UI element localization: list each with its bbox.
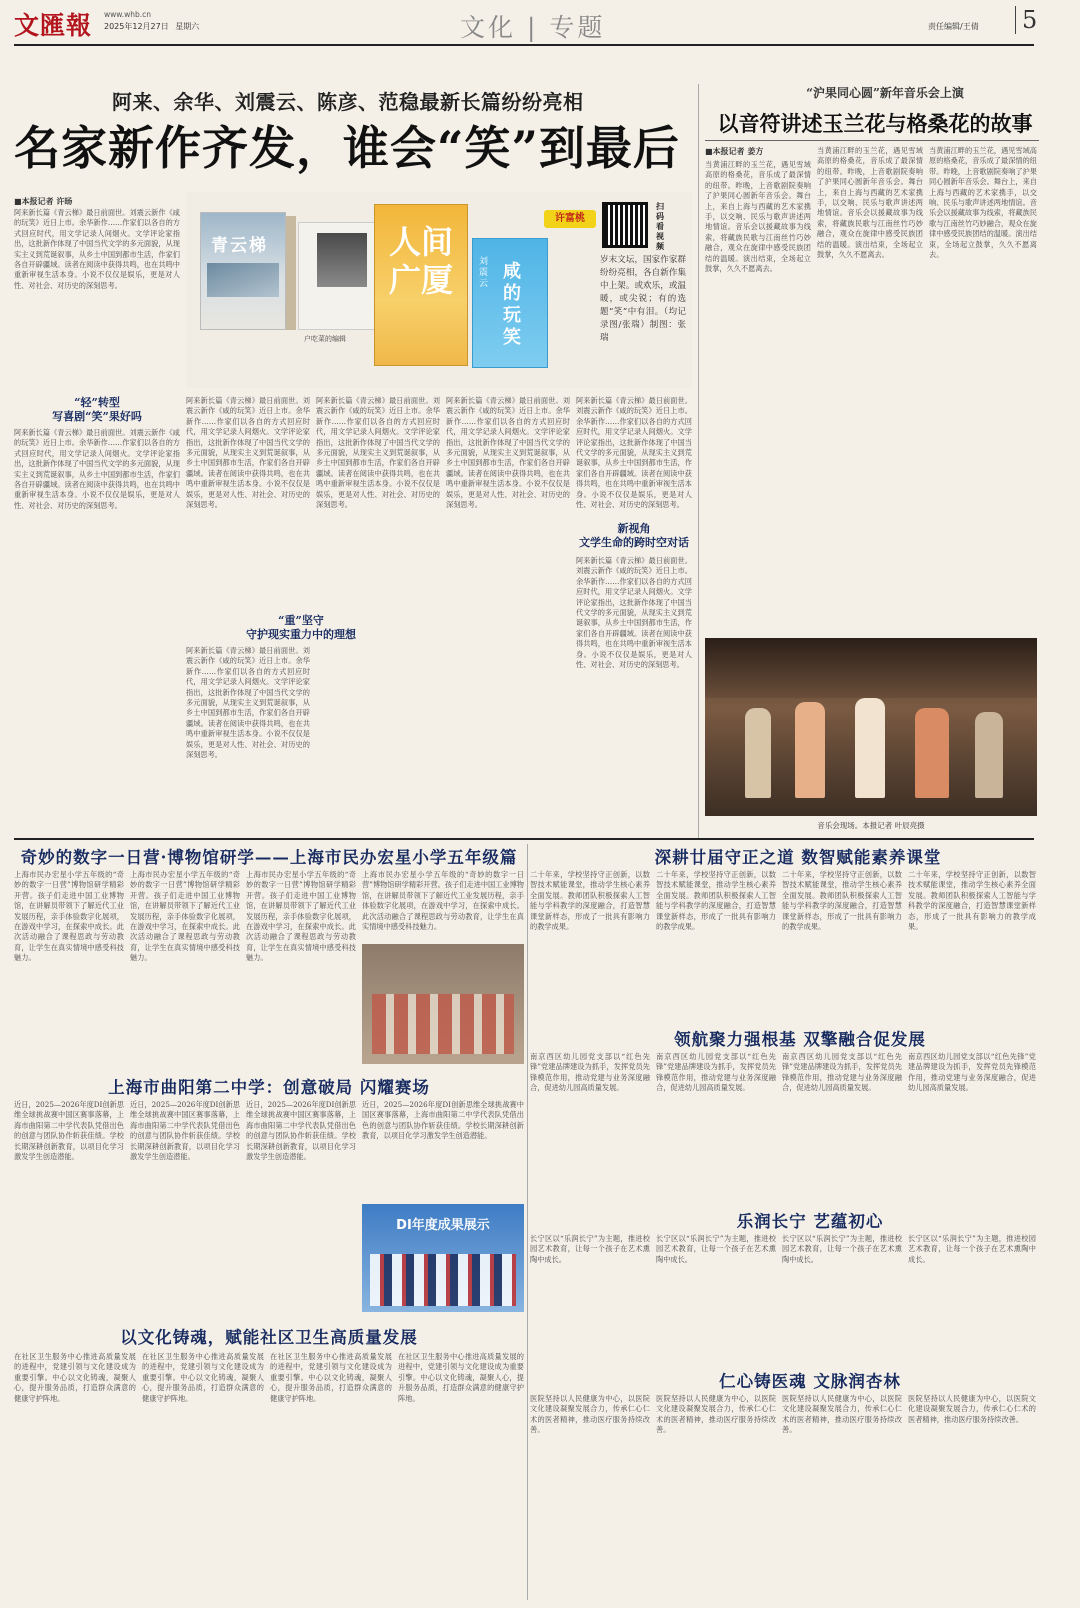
lower-section-rule [14, 838, 1034, 840]
mountain-illustration [207, 263, 279, 297]
story-4-title: 上海市曲阳第二中学：创意破局 闪耀赛场 [108, 1078, 430, 1097]
story-7-title: 仁心铸医魂 文脉润杏林 [719, 1372, 901, 1391]
story-1-title: 奇妙的数字一日营·博物馆研学——上海市民办宏星小学五年级篇 [20, 848, 518, 867]
masthead-date [104, 21, 199, 32]
story-1-col-3: 上海市民办宏星小学五年级的“奇妙的数字一日营”博物馆研学精彩开营。孩子们走进中国工业博物馆，在讲解员带领下了解近代工业发展历程，亲手体验数字化展项，在游戏中学习，在探索中成长。此次活动融合了课程思政与劳动教育，让学生在真实情境中感受科技魅力。 [246, 870, 356, 963]
story-3-col-2: 南京西区幼儿园党支部以“红色先锋”党建品牌建设为抓手，发挥党员先锋模范作用，推动党建与业务深度融合，促进幼儿园高质量发展。 [656, 1052, 776, 1093]
page-editor: 责任编辑/王倩 [928, 22, 979, 31]
story-3-col-3: 南京西区幼儿园党支部以“红色先锋”党建品牌建设为抓手，发挥党员先锋模范作用，推动党建与业务深度融合，促进幼儿园高质量发展。 [782, 1052, 902, 1093]
book-spine [286, 216, 296, 330]
story-4-col-1: 近日，2025—2026年度DI创新思维全球挑战赛中国区赛事落幕，上海市曲阳第二中学代表队凭借出色的创意与团队协作斩获佳绩。学校长期深耕创新教育，以项目化学习激发学生创造潜能。 [14, 1100, 124, 1162]
performer-3 [855, 698, 885, 798]
lead-col-7: 阿来新长篇《青云梯》最日前面世。刘震云新作《咸的玩笑》近日上市。余华新作……作家们以各自的方式回应时代，用文学记录人间烟火。文学评论家指出，这批新作体现了中国当代文学的多元面貌，从现实主义到荒诞叙事，从乡土中国到都市生活，作家们各自开辟疆域。读者在阅读中获得共鸣，也在共鸣中重新审视生活本身。小说不仅仅是娱乐，更是对人性、对社会、对历史的深刻思考。 [576, 556, 692, 670]
book-cover-qingyunti [200, 212, 286, 330]
lead-kicker: 阿来、余华、刘震云、陈彦、范稳最新长篇纷纷亮相 [112, 90, 584, 114]
story-4-col-2: 近日，2025—2026年度DI创新思维全球挑战赛中国区赛事落幕，上海市曲阳第二中学代表队凭借出色的创意与团队协作斩获佳绩。学校长期深耕创新教育，以项目化学习激发学生创造潜能。 [130, 1100, 240, 1162]
concert-headline: 以音符讲述玉兰花与格桑花的故事 [717, 111, 1033, 136]
stage-lights [705, 638, 1037, 698]
newspaper-logo: 文匯報 [14, 11, 93, 40]
story-7-col-3: 医院坚持以人民健康为中心，以医院文化建设凝聚发展合力，传承仁心仁术的医者精神，推动医疗服务持续改善。 [782, 1394, 902, 1435]
book-author-liuzhenyun: 刘震云 [479, 257, 489, 289]
book-cover-renjian [374, 204, 468, 366]
performer-1 [745, 708, 771, 798]
story-2-col-1: 二十年来，学校坚持守正创新，以数智技术赋能课堂，推动学生核心素养全面发展。教师团队积极探索人工智能与学科教学的深度融合，打造智慧课堂新样态，形成了一批具有影响力的教学成果。 [530, 870, 650, 932]
lead-subhead-3: 新视角 文学生命的跨时空对话 [579, 522, 689, 549]
story-5-col-1: 长宁区以“乐润长宁”为主题，推进校园艺术教育，让每一个孩子在艺术熏陶中成长。 [530, 1234, 650, 1264]
masthead-rule [14, 44, 1034, 46]
masthead-url: www.whb.cn [104, 10, 152, 19]
story-6-col-4: 在社区卫生服务中心推进高质量发展的进程中，党建引领与文化建设成为重要引擎。中心以文化铸魂，凝聚人心，提升服务品质，打造群众满意的健康守护阵地。 [398, 1352, 524, 1403]
story-2-title: 深耕廿届守正之道 数智赋能素养课堂 [654, 848, 942, 867]
lead-col-1: 阿来新长篇《青云梯》最日前面世。刘震云新作《咸的玩笑》近日上市。余华新作……作家们以各自的方式回应时代，用文学记录人间烟火。文学评论家指出，这批新作体现了中国当代文学的多元面貌，从现实主义到荒诞叙事，从乡土中国到都市生活，作家们各自开辟疆域。读者在阅读中获得共鸣，也在共鸣中重新审视生活本身。小说不仅仅是娱乐，更是对人性、对社会、对历史的深刻思考。 [14, 428, 180, 510]
story-4-col-4: 近日，2025—2026年度DI创新思维全球挑战赛中国区赛事落幕，上海市曲阳第二中学代表队凭借出色的创意与团队协作斩获佳绩。学校长期深耕创新教育，以项目化学习激发学生创造潜能。 [362, 1100, 524, 1141]
book-title-renjian: 人间广厦 [389, 223, 454, 299]
lead-col-5: 阿来新长篇《青云梯》最日前面世。刘震云新作《咸的玩笑》近日上市。余华新作……作家们以各自的方式回应时代，用文学记录人间烟火。文学评论家指出，这批新作体现了中国当代文学的多元面貌，从现实主义到荒诞叙事，从乡土中国到都市生活，作家们各自开辟疆域。读者在阅读中获得共鸣，也在共鸣中重新审视生活本身。小说不仅仅是娱乐，更是对人性、对社会、对历史的深刻思考。 [446, 396, 570, 510]
lead-col-2: 阿来新长篇《青云梯》最日前面世。刘震云新作《咸的玩笑》近日上市。余华新作……作家们以各自的方式回应时代，用文学记录人间烟火。文学评论家指出，这批新作体现了中国当代文学的多元面貌，从现实主义到荒诞叙事，从乡土中国到都市生活，作家们各自开辟疆域。读者在阅读中获得共鸣，也在共鸣中重新审视生活本身。小说不仅仅是娱乐，更是对人性、对社会、对历史的深刻思考。 [186, 396, 310, 510]
book-author-qingyunti: 户吃菜的编辑 [304, 335, 346, 343]
story-5-col-3: 长宁区以“乐润长宁”为主题，推进校园艺术教育，让每一个孩子在艺术熏陶中成长。 [782, 1234, 902, 1264]
qr-caption: 扫码看视频 [656, 202, 664, 251]
story-3-title: 领航聚力强根基 双擎融合促发展 [674, 1030, 926, 1049]
concert-byline: ■本报记者 姜方 [705, 147, 764, 156]
lead-subhead-2: “重”坚守 守护现实重力中的理想 [246, 614, 356, 641]
story-4-photo [362, 1204, 524, 1312]
lead-col-3: 阿来新长篇《青云梯》最日前面世。刘震云新作《咸的玩笑》近日上市。余华新作……作家们以各自的方式回应时代，用文学记录人间烟火。文学评论家指出，这批新作体现了中国当代文学的多元面貌，从现实主义到荒诞叙事，从乡土中国到都市生活，作家们各自开辟疆域。读者在阅读中获得共鸣，也在共鸣中重新审视生活本身。小说不仅仅是娱乐，更是对人性、对社会、对历史的深刻思考。 [186, 646, 310, 760]
qr-code-icon[interactable] [602, 202, 648, 248]
story-7-col-4: 医院坚持以人民健康为中心，以医院文化建设凝聚发展合力，传承仁心仁术的医者精神，推动医疗服务持续改善。 [908, 1394, 1036, 1424]
concert-kicker: “沪果同心圆”新年音乐会上演 [806, 86, 964, 100]
story-6-col-1: 在社区卫生服务中心推进高质量发展的进程中，党建引领与文化建设成为重要引擎。中心以文化铸魂，凝聚人心，提升服务品质，打造群众满意的健康守护阵地。 [14, 1352, 136, 1403]
book-back-photo [317, 233, 367, 287]
story-3-col-1: 南京西区幼儿园党支部以“红色先锋”党建品牌建设为抓手，发挥党员先锋模范作用，推动党建与业务深度融合，促进幼儿园高质量发展。 [530, 1052, 650, 1093]
performer-2 [795, 702, 825, 798]
book-cover-xiandewanxiao [472, 238, 548, 368]
lead-intro: 阿来新长篇《青云梯》最日前面世。刘震云新作《咸的玩笑》近日上市。余华新作……作家们以各自的方式回应时代，用文学记录人间烟火。文学评论家指出，这批新作体现了中国当代文学的多元面貌，从现实主义到荒诞叙事，从乡土中国到都市生活，作家们各自开辟疆域。读者在阅读中获得共鸣，也在共鸣中重新审视生活本身。小说不仅仅是娱乐，更是对人性、对社会、对历史的深刻思考。 [14, 208, 180, 290]
sticker-label: 许富桃 [544, 210, 596, 228]
book-title-qingyunti: 青云梯 [211, 236, 268, 256]
lead-col-4: 阿来新长篇《青云梯》最日前面世。刘震云新作《咸的玩笑》近日上市。余华新作……作家们以各自的方式回应时代，用文学记录人间烟火。文学评论家指出，这批新作体现了中国当代文学的多元面貌，从现实主义到荒诞叙事，从乡土中国到都市生活，作家们各自开辟疆域。读者在阅读中获得共鸣，也在共鸣中重新审视生活本身。小说不仅仅是娱乐，更是对人性、对社会、对历史的深刻思考。 [316, 396, 440, 510]
masthead [0, 0, 1080, 52]
page-number: 5 [1015, 6, 1037, 34]
concert-col-1: 当黄浦江畔的玉兰花，遇见雪域高原的格桑花，音乐成了最深情的纽带。昨晚，上音歌剧院奏响了沪果同心圆新年音乐会。舞台上，来自上海与西藏的艺术家携手，以交响、民乐与歌声讲述两地情谊。音乐会以援藏故事为线索，将藏族民歌与江南丝竹巧妙融合，观众在旋律中感受民族团结的温暖。演出结束，全场起立鼓掌，久久不愿离去。 [705, 160, 811, 274]
story-2-col-2: 二十年来，学校坚持守正创新，以数智技术赋能课堂，推动学生核心素养全面发展。教师团队积极探索人工智能与学科教学的深度融合，打造智慧课堂新样态，形成了一批具有影响力的教学成果。 [656, 870, 776, 932]
concert-rule [705, 140, 1039, 141]
concert-col-2: 当黄浦江畔的玉兰花，遇见雪域高原的格桑花，音乐成了最深情的纽带。昨晚，上音歌剧院奏响了沪果同心圆新年音乐会。舞台上，来自上海与西藏的艺术家携手，以交响、民乐与歌声讲述两地情谊。音乐会以援藏故事为线索，将藏族民歌与江南丝竹巧妙融合，观众在旋律中感受民族团结的温暖。演出结束，全场起立鼓掌，久久不愿离去。 [817, 146, 923, 260]
story-3-col-4: 南京西区幼儿园党支部以“红色先锋”党建品牌建设为抓手，发挥党员先锋模范作用，推动党建与业务深度融合，促进幼儿园高质量发展。 [908, 1052, 1036, 1093]
lead-col-6: 阿来新长篇《青云梯》最日前面世。刘震云新作《咸的玩笑》近日上市。余华新作……作家们以各自的方式回应时代，用文学记录人间烟火。文学评论家指出，这批新作体现了中国当代文学的多元面貌，从现实主义到荒诞叙事，从乡土中国到都市生活，作家们各自开辟疆域。读者在阅读中获得共鸣，也在共鸣中重新审视生活本身。小说不仅仅是娱乐，更是对人性、对社会、对历史的深刻思考。 [576, 396, 692, 510]
lower-column-divider [527, 844, 528, 1600]
story-2-col-3: 二十年来，学校坚持守正创新，以数智技术赋能课堂，推动学生核心素养全面发展。教师团队积极探索人工智能与学科教学的深度融合，打造智慧课堂新样态，形成了一批具有影响力的教学成果。 [782, 870, 902, 932]
story-5-col-2: 长宁区以“乐润长宁”为主题，推进校园艺术教育，让每一个孩子在艺术熏陶中成长。 [656, 1234, 776, 1264]
book-cover-back [298, 222, 386, 330]
students-group [372, 994, 514, 1054]
team-members [370, 1254, 516, 1306]
concert-photo [705, 638, 1037, 816]
performer-5 [975, 712, 1003, 798]
story-2-col-4: 二十年来，学校坚持守正创新，以数智技术赋能课堂，推动学生核心素养全面发展。教师团队积极探索人工智能与学科教学的深度融合，打造智慧课堂新样态，形成了一批具有影响力的教学成果。 [908, 870, 1036, 932]
story-1-col-1: 上海市民办宏星小学五年级的“奇妙的数字一日营”博物馆研学精彩开营。孩子们走进中国工业博物馆，在讲解员带领下了解近代工业发展历程，亲手体验数字化展项，在游戏中学习，在探索中成长。此次活动融合了课程思政与劳动教育，让学生在真实情境中感受科技魅力。 [14, 870, 124, 963]
story-6-col-2: 在社区卫生服务中心推进高质量发展的进程中，党建引领与文化建设成为重要引擎。中心以文化铸魂，凝聚人心，提升服务品质，打造群众满意的健康守护阵地。 [142, 1352, 264, 1403]
lead-byline: ■本报记者 许旸 [14, 197, 73, 206]
story-5-col-4: 长宁区以“乐润长宁”为主题，推进校园艺术教育，让每一个孩子在艺术熏陶中成长。 [908, 1234, 1036, 1264]
concert-col-3: 当黄浦江畔的玉兰花，遇见雪域高原的格桑花，音乐成了最深情的纽带。昨晚，上音歌剧院奏响了沪果同心圆新年音乐会。舞台上，来自上海与西藏的艺术家携手，以交响、民乐与歌声讲述两地情谊。音乐会以援藏故事为线索，将藏族民歌与江南丝竹巧妙融合，观众在旋律中感受民族团结的温暖。演出结束，全场起立鼓掌，久久不愿离去。 [929, 146, 1037, 260]
story-1-col-2: 上海市民办宏星小学五年级的“奇妙的数字一日营”博物馆研学精彩开营。孩子们走进中国工业博物馆，在讲解员带领下了解近代工业发展历程，亲手体验数字化展项，在游戏中学习，在探索中成长。此次活动融合了课程思政与劳动教育，让学生在真实情境中感受科技魅力。 [130, 870, 240, 963]
story-7-col-1: 医院坚持以人民健康为中心，以医院文化建设凝聚发展合力，传承仁心仁术的医者精神，推动医疗服务持续改善。 [530, 1394, 650, 1435]
lead-headline: 名家新作齐发，谁会“笑”到最后 [14, 121, 680, 175]
story-7-col-2: 医院坚持以人民健康为中心，以医院文化建设凝聚发展合力，传承仁心仁术的医者精神，推动医疗服务持续改善。 [656, 1394, 776, 1435]
cover-quote: 岁末文坛，国家作家群纷纷亮相，各自新作集中上架。或欢乐，或温暖，或尖锐；有的选题“笑”中有泪。（均记录图/张瑞）制图：张瑞 [600, 255, 686, 343]
story-5-title: 乐润长宁 艺蕴初心 [736, 1212, 884, 1231]
story-6-title: 以文化铸魂，赋能社区卫生高质量发展 [120, 1328, 418, 1347]
section-name: 文化 | 专题 [460, 13, 606, 42]
column-divider [698, 84, 699, 838]
masthead-weekday: 星期六 [175, 22, 200, 31]
story-4-col-3: 近日，2025—2026年度DI创新思维全球挑战赛中国区赛事落幕，上海市曲阳第二中学代表队凭借出色的创意与团队协作斩获佳绩。学校长期深耕创新教育，以项目化学习激发学生创造潜能。 [246, 1100, 356, 1162]
photo-banner-text: DI年度成果展示 [396, 1218, 490, 1233]
masthead-date-text: 2025年12月27日 [104, 22, 169, 31]
story-1-col-4: 上海市民办宏星小学五年级的“奇妙的数字一日营”博物馆研学精彩开营。孩子们走进中国工业博物馆，在讲解员带领下了解近代工业发展历程，亲手体验数字化展项，在游戏中学习，在探索中成长。此次活动融合了课程思政与劳动教育，让学生在真实情境中感受科技魅力。 [362, 870, 524, 932]
story-6-col-3: 在社区卫生服务中心推进高质量发展的进程中，党建引领与文化建设成为重要引擎。中心以文化铸魂，凝聚人心，提升服务品质，打造群众满意的健康守护阵地。 [270, 1352, 392, 1403]
book-cover-collage [186, 192, 692, 388]
story-1-photo [362, 944, 524, 1064]
concert-photo-caption: 音乐会现场。本报记者 叶辰亮摄 [817, 821, 925, 830]
book-title-xiandewanxiao: 咸的玩笑 [503, 261, 521, 348]
performer-4 [915, 708, 949, 798]
lead-subhead-1: “轻”转型 写喜剧“笑”果好吗 [52, 396, 142, 423]
